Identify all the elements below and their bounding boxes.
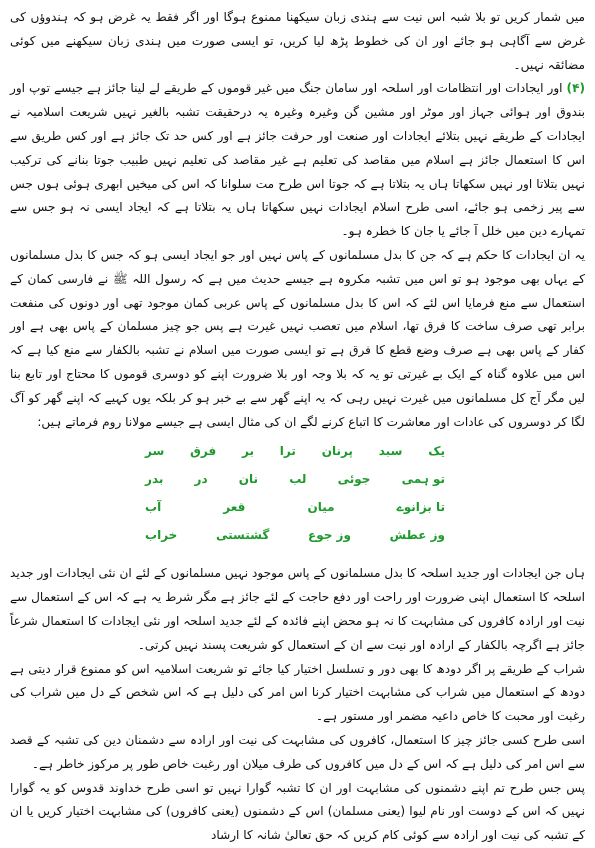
verse-word: گشتستی — [215, 528, 270, 543]
paragraph-wine: شراب کے طریقے پر اگر دودھ کا بھی دور و تسلسل اختیار کیا جائے تو شریعت اسلامیہ اس کو ممنوع قرار دیتی ہے دودھ کے استعمال میں شراب کی مشابہت اختیار کرنا اس امر کی دلیل ہے کہ اس شخص کے دل میں شراب کی رغبت اور محبت کا خاص داعیہ مضمر اور مستور ہے۔ — [10, 661, 585, 724]
paragraph-intro: میں شمار کریں تو بلا شبہ اس نیت سے ہندی زبان سیکھنا ممنوع ہوگا اور اگر فقط یہ غرض ہو کہ ہندوؤں کی غرض سے آگاہی ہو جائے اور ان کی خطوط پڑھ لیا کریں، تو ایسی صورت میں ہندی زبان سیکھنے میں کوئی مضائقہ نہیں۔ — [10, 10, 585, 72]
paragraph-intention: اسی طرح کسی جائز چیز کا استعمال، کافروں کی مشابہت کی نیت اور ارادہ سے دشمنان دین کی تشبہ کے قصد سے اس امر کی دلیل ہے کہ اس کے دل میں کافروں کی طرف میلان اور رغبت خاص طور پر مرکوز خاطر ہے۔ — [10, 732, 585, 771]
verse-word: بدر — [145, 472, 164, 487]
verse-word: بر — [242, 444, 254, 459]
verse-word: در — [194, 472, 208, 487]
verse-line — [145, 472, 445, 486]
paragraph-ruling: یہ ان ایجادات کا حکم ہے کہ جن کا بدل مسلمانوں کے پاس نہیں اور جو ایجاد ایسی ہو کہ جس کا بدل مسلمانوں کے یہاں بھی موجود ہو تو اس میں تشبہ مکروہ ہے جیسے حدیث میں ہے کہ رسول اللہ ﷺ نے فارسی کمان کے استعمال سے منع فرمایا اس لئے کہ اس کا بدل مسلمانوں کے پاس عربی کمان موجود تھی اور دونوں کی منفعت برابر تھی صرف ساخت کا فرق تھا، اسلام میں تعصب نہیں غیرت ہے پس جو چیز مسلمان کے پاس بھی ہے اور کفار کے پاس بھی ہے صرف وضع قطع کا فرق ہے تو ایسی صورت میں اسلام نے تشبہ بالکفار سے منع کیا ہے کہ اس میں علاوہ گناہ کے ایک بے غیرتی تو یہ کہ بلا وجہ اور بلا ضرورت اپنے کو دوسری قوموں کا محتاج اور تابع بنا لیں مگر آج کل مسلمانوں میں غیرت نہیں رہی کہ یہ اپنے گھر سے بے خبر ہو کر بلکہ یوں کہیے کہ اپنے گھر کو آگ لگا کر دوسروں کی عادات اور معاشرت کا اتباع کرنے لگے ان کی مثال ایسی ہے جیسے مولانا روم فرماتے ہیں: — [10, 247, 585, 429]
paragraph-inventions — [10, 77, 585, 244]
verse-word: تو ہمی — [401, 472, 445, 487]
verse-line — [145, 528, 445, 542]
section-number: (۴) — [566, 81, 585, 96]
verse-word: وز جوع — [308, 528, 351, 543]
verse-line — [145, 500, 445, 514]
verse-word: سر — [145, 444, 165, 459]
verse-word: پرنان — [321, 444, 353, 459]
verse-word: جوئی — [337, 472, 371, 487]
verse-word: وز عطش — [389, 528, 445, 543]
verse-word: خراب — [145, 528, 178, 543]
verse-word: سبد — [378, 444, 403, 459]
verse-word: قعر — [223, 500, 246, 515]
verse-word: ترا — [279, 444, 296, 459]
verse-word: نان — [238, 472, 259, 487]
verse-word: تا بزانوے — [396, 500, 445, 515]
verse-line — [145, 444, 445, 458]
persian-verse — [10, 438, 585, 556]
verse-word: میان — [307, 500, 335, 515]
verse-word: لب — [289, 472, 307, 487]
verse-word: آب — [145, 500, 162, 515]
paragraph-weapons: ہاں جن ایجادات اور جدید اسلحہ کا بدل مسلمانوں کے پاس موجود نہیں مسلمانوں کے لئے ان نئی ایجادات اور جدید اسلحہ کا استعمال اپنی ضرورت اور راحت اور دفع حاجت کے لئے جائز ہے مگر شرط یہ ہے کہ اس کے استعمال سے نیت اور ارادہ کافروں کی مشابہت کا نہ ہو محض اپنے فائدہ کے لئے جدید اسلحہ اور نئی ایجادات کا استعمال شرعاً جائز ہے اگرچہ بالکفار کے ارادہ اور نیت سے ان کے استعمال کو شریعت پسند نہیں کرتی۔ — [10, 566, 585, 652]
verse-word: یک — [428, 444, 445, 459]
paragraph-enemies: پس جس طرح تم اپنے دشمنوں کی مشابہت اور ان کا تشبہ گوارا نہیں تو اسی طرح خداوند قدوس کو یہ گوارا نہیں کہ اس کے دوست اور نام لیوا (یعنی مسلمان) اس کے دشمنوں (یعنی کافروں) کی مشابہت اختیار کریں یا ان کے تشبہ کی نیت اور ارادہ سے کوئی کام کریں کہ حق تعالیٰ شانہ کا ارشاد — [10, 780, 585, 843]
verse-word: فرق — [190, 444, 217, 459]
paragraph-inventions-text: اور ایجادات اور انتظامات اور اسلحہ اور سامان جنگ میں غیر قوموں کے طریقے لے لینا جائز ہے جیسے توپ اور بندوق اور ہوائی جہاز اور موٹر اور مشین گن وغیرہ وغیرہ یہ درحقیقت تشبہ بالغیر نہیں شریعت اسلامیہ نے ایجادات کے طریقے نہیں بتلائے ایجادات اور صنعت اور حرفت جائز ہے اور کس حد تک جائز ہے اور کس طریق سے اس کا استعمال جائز ہے اسلام میں مقاصد کی تعلیم ہے غیر مقاصد کی تعلیم نہیں طبیب جوتا بنانے کی ترکیب نہیں بتلاتا اور نہیں سکھاتا ہاں یہ بتلاتا ہے کہ جوتا اس طرح مت سلوانا کہ اس کی میخیں ابھری ہوئی ہوں جس سے پیر زخمی ہو جائے، اسی طرح اسلام ایجادات نہیں سکھاتا ہاں یہ بتلاتا ہے کہ ایجاد ایسی نہ ہو جس سے تمہارے دین میں خلل آ جائے یا جان کا خطرہ ہو۔ — [10, 81, 585, 239]
